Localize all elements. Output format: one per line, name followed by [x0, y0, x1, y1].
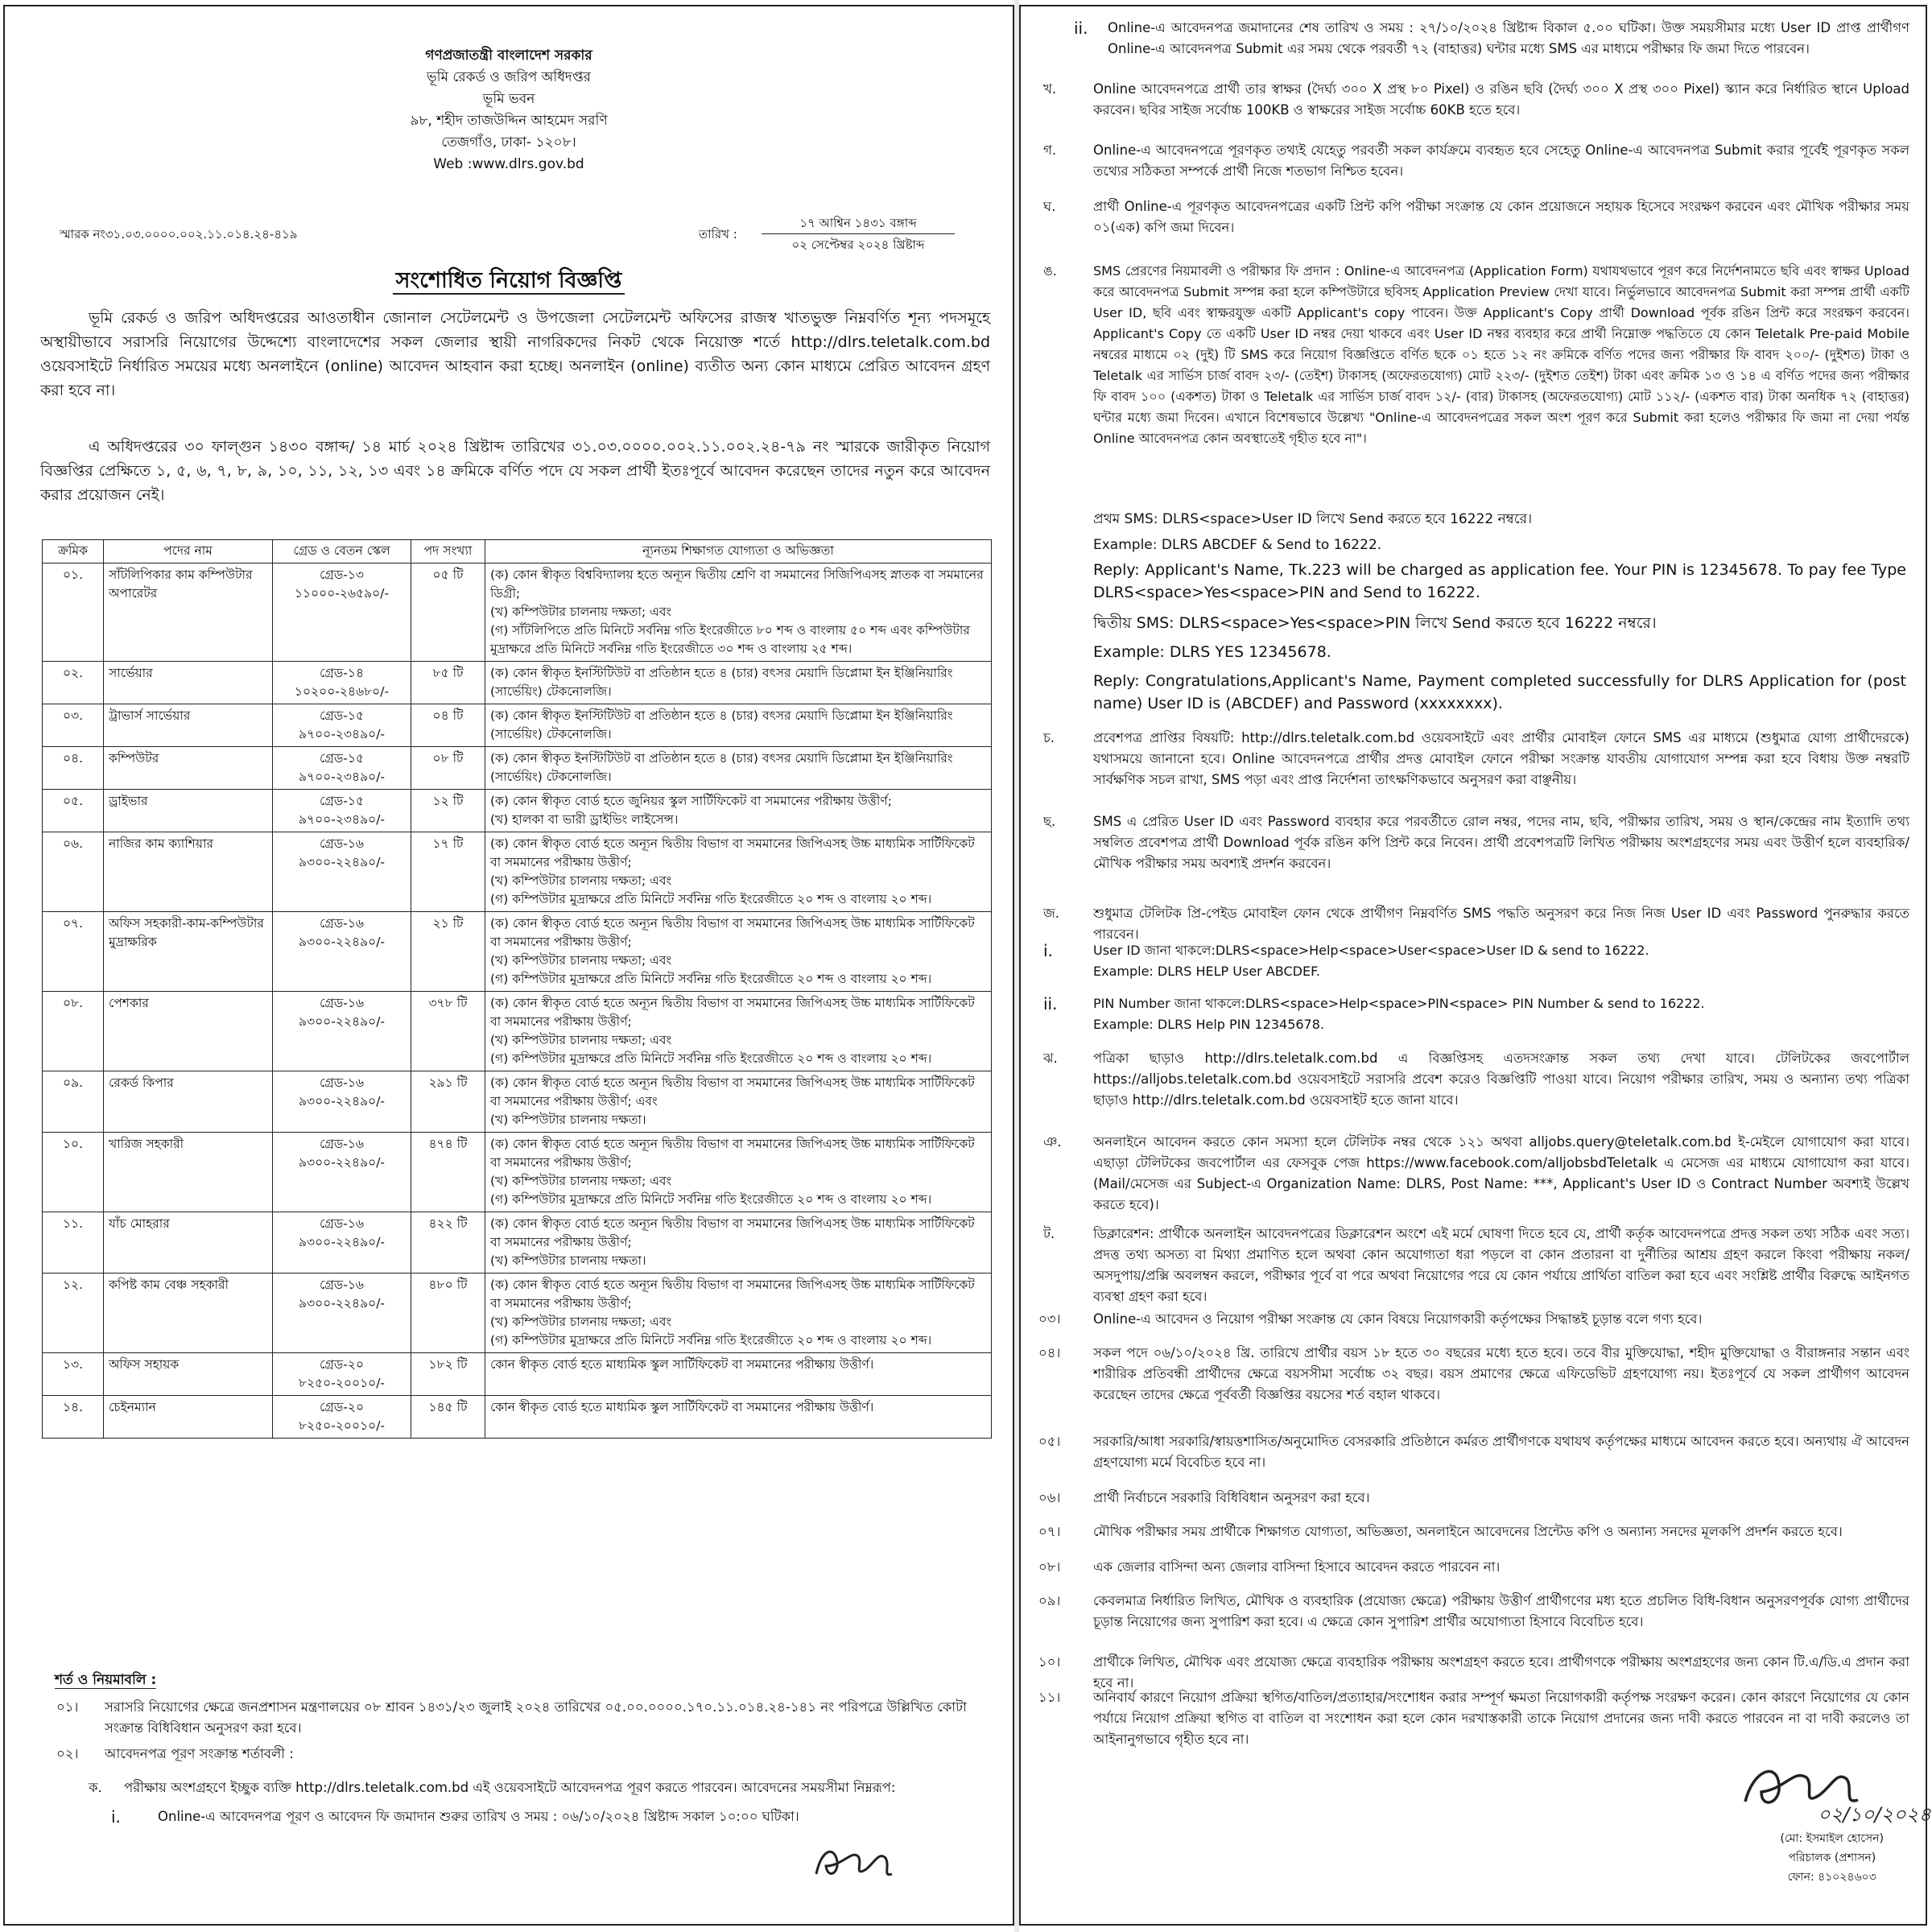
- qualification-line: (খ) কম্পিউটার চালনায় দক্ষতা।: [490, 1113, 646, 1127]
- row-grade-scale: [273, 790, 411, 832]
- qualification-line: (খ) কম্পিউটার চালনায় দক্ষতা; এবং: [490, 1033, 672, 1047]
- rule-03: [1021, 1309, 1929, 1330]
- row-grade: গ্রেড-১৫: [319, 794, 365, 808]
- rule-08: [1021, 1557, 1929, 1578]
- rule-04-number: ০৪।: [1038, 1345, 1061, 1360]
- recover-pin-example: Example: DLRS Help PIN 12345678.: [1093, 1017, 1324, 1032]
- row-grade-scale: [273, 1133, 411, 1212]
- col-header-post: পদের নাম: [104, 540, 273, 564]
- row-post-name: অফিস সহায়ক: [104, 1353, 273, 1396]
- term-01-number: ০১।: [56, 1699, 79, 1715]
- qualification-line: কোন স্বীকৃত বোর্ড হতে মাধ্যমিক স্কুল সার্টিফিকেট বা সমমানের পরীক্ষায় উত্তীর্ণ।: [490, 1357, 874, 1372]
- rule-gha-text: প্রার্থী Online-এ পূরণকৃত আবেদনপত্রের একটি প্রিন্ট কপি পরীক্ষা সংক্রান্ত যে কোন প্রয়োজনে সহায়ক হিসেবে সংরক্ষণ করবেন এবং মৌখিক পরীক্ষার সময় ০১(এক) কপি জমা দিবেন।: [1093, 199, 1909, 235]
- row-qualification: [485, 1396, 992, 1439]
- qualification-line: (ক) কোন স্বীকৃত বোর্ড হতে অন্যূন দ্বিতীয় বিভাগ বা সমমানের জিপিএসহ উচ্চ মাধ্যমিক সার্টিফিকেট বা সমমানের পরীক্ষায় উত্তীর্ণ;: [490, 1216, 975, 1249]
- row-grade: গ্রেড-১৬: [319, 1137, 365, 1151]
- rule-cha-text: প্রবেশপত্র প্রাপ্তির বিষয়টি: http://dlrs.teletalk.com.bd ওয়েবসাইটে এবং প্রার্থীর মোবাইল ফোনে SMS এর মাধ্যমে (শুধুমাত্র যোগ্য প্রার্থীদেরকে) যথাসময়ে জানানো হবে। Online আবেদনপত্রে প্রার্থীর প্রদত্ত মোবাইল ফোনে পরীক্ষা সংক্রান্ত যাবতীয় যোগাযোগ সম্পন্ন করা হবে বিধায় উক্ত নম্বরটি সার্বক্ষণিক সচল রাখা, SMS পড়া এবং প্রাপ্ত নির্দেশনা তাৎক্ষণিকভাবে অনুসরণ করা বাঞ্ছনীয়।: [1093, 730, 1909, 787]
- letterhead-street: ৯৮, শহীদ তাজউদ্দিন আহমেদ সরণি: [410, 113, 608, 129]
- rule-07-text: মৌখিক পরীক্ষার সময় প্রার্থীকে শিক্ষাগত যোগ্যতা, অভিজ্ঞতা, অনলাইনে আবেদনের প্রিন্টেড কপি ও অন্যান্য সনদের মূলকপি প্রদর্শন করতে হবে।: [1093, 1524, 1843, 1539]
- row-serial: ০২.: [43, 662, 104, 704]
- row-post-name: খারিজ সহকারী: [104, 1133, 273, 1212]
- table-row: [43, 662, 992, 704]
- row-post-name: যাঁচ মোহরার: [104, 1212, 273, 1274]
- rule-04-text: সকল পদে ০৬/১০/২০২৪ খ্রি. তারিখে প্রার্থীর বয়স ১৮ হতে ৩০ বছরের মধ্যে হতে হবে। তবে বীর মুক্তিযোদ্ধা, শহীদ মুক্তিযোদ্ধা ও বীরাঙ্গনার সন্তান এবং শারীরিক প্রতিবন্ধী প্রার্থীদের ক্ষেত্রে বয়সসীমা সর্বোচ্চ ৩২ বছর। বয়স প্রমাণের ক্ষেত্রে এফিডেভিট গ্রহণযোগ্য নয়। ইতঃপূর্বে যে সকল প্রার্থীগণ আবেদন করেছেন তাদের ক্ষেত্রে পূর্ববর্তী বিজ্ঞপ্তির বয়সের শর্ত বহাল থাকবে।: [1093, 1345, 1909, 1402]
- letterhead: [5, 45, 1013, 175]
- letterhead-department: ভূমি রেকর্ড ও জরিপ অধিদপ্তর: [426, 69, 592, 85]
- rule-kha: [1021, 79, 1929, 121]
- row-post-count: ২৯১ টি: [411, 1071, 485, 1133]
- rule-ii-number: ii.: [1074, 19, 1088, 38]
- rule-cha: [1021, 728, 1929, 791]
- row-grade: গ্রেড-১৬: [319, 916, 365, 931]
- qualification-line: (খ) কম্পিউটার চালনায় দক্ষতা; এবং: [490, 1315, 672, 1329]
- rule-jha: [1021, 1048, 1929, 1111]
- rule-ta: [1021, 1224, 1929, 1307]
- row-grade: গ্রেড-১৬: [319, 996, 365, 1010]
- date-label: তারিখ :: [699, 227, 737, 242]
- rule-ja-text: শুধুমাত্র টেলিটক প্রি-পেইড মোবাইল ফোন থেকে প্রার্থীগণ নিম্নবর্ণিত SMS পদ্ধতি অনুসরণ করে নিজ নিজ User ID এবং Password পুনরুদ্ধার করতে পারবেন।: [1093, 906, 1909, 942]
- rule-ja-number: জ.: [1043, 906, 1060, 921]
- intro-paragraph-1: ভূমি রেকর্ড ও জরিপ অধিদপ্তরের আওতাধীন জোনাল সেটেলমেন্ট ও উপজেলা সেটেলমেন্ট অফিসের রাজস্ব খাতভুক্ত নিম্নবর্ণিত শূন্য পদসমূহে অস্থায়ীভাবে সরাসরি নিয়োগের উদ্দেশ্যে বাংলাদেশের সকল জেলার স্থায়ী নাগরিকদের নিকট থেকে নিয়োক্ত শর্তে http://dlrs.teletalk.com.bd ওয়েবসাইটে নির্ধারিত সময়ের মধ্যে অনলাইনে (online) আবেদন আহবান করা হচ্ছে। অনলাইন (online) ব্যতীত অন্য কোন মাধ্যমে প্রেরিত আবেদন গ্রহণ করা হবে না।: [40, 309, 990, 399]
- rule-chha-text: SMS এ প্রেরিত User ID এবং Password ব্যবহার করে পরবর্তীতে রোল নম্বর, পদের নাম, ছবি, পরীক্ষার তারিখ, সময় ও স্থান/কেন্দ্রের নাম ইত্যাদি তথ্য সম্বলিত প্রবেশপত্র প্রার্থী Download পূর্বক রঙিন কপি প্রিন্ট করে নিবেন। প্রার্থী প্রবেশপত্রটি লিখিত পরীক্ষায় অংশগ্রহণের সময় এবং উত্তীর্ণ হলে ব্যবহারিক/মৌখিক পরীক্ষার সময় অবশ্যই প্রদর্শন করবেন।: [1093, 814, 1909, 871]
- row-grade: গ্রেড-২০: [319, 1357, 365, 1372]
- rule-kha-number: খ.: [1043, 81, 1057, 97]
- row-post-name: সার্ভেয়ার: [104, 662, 273, 704]
- notice-page-1: [3, 5, 1014, 1926]
- row-post-count: ৩৭৮ টি: [411, 992, 485, 1071]
- term-i-number: i.: [111, 1807, 121, 1827]
- table-body: [43, 564, 992, 1439]
- table-row: [43, 1396, 992, 1439]
- date-block: [762, 213, 955, 255]
- rule-ii: [1021, 18, 1929, 60]
- row-grade-scale: [273, 1274, 411, 1353]
- rule-11-number: ১১।: [1038, 1690, 1061, 1705]
- date-bangla: ১৭ আশ্বিন ১৪৩১ বঙ্গাব্দ: [762, 213, 955, 234]
- qualification-line: (ক) কোন স্বীকৃত বোর্ড হতে অন্যূন দ্বিতীয় বিভাগ বা সমমানের জিপিএসহ উচ্চ মাধ্যমিক সার্টিফিকেট বা সমমানের পরীক্ষায় উত্তীর্ণ;: [490, 1137, 975, 1170]
- sms-first: প্রথম SMS: DLRS<space>User ID লিখে Send করতে হবে 16222 নম্বরে।: [1093, 511, 1533, 527]
- row-pay-scale: ৯৩০০-২২৪৯০/-: [298, 855, 386, 869]
- officer-phone: ফোন: ৪১০২৪৬০৩: [1787, 1871, 1876, 1884]
- qualification-line: (ক) কোন স্বীকৃত বিশ্ববিদ্যালয় হতে অন্যূন দ্বিতীয় শ্রেণি বা সমমানের সিজিপিএসহ স্নাতক বা সমমানের ডিগ্রী;: [490, 568, 984, 601]
- signature-mark: [810, 1834, 898, 1890]
- row-post-name: কম্পিউটর: [104, 747, 273, 790]
- rule-ja: [1021, 903, 1929, 945]
- table-row: [43, 1212, 992, 1274]
- rule-06: [1021, 1488, 1929, 1509]
- qualification-line: (খ) হালকা বা ভারী ড্রাইভিং লাইসেন্স।: [490, 812, 679, 827]
- row-post-name: চেইনম্যান: [104, 1396, 273, 1439]
- row-serial: ০৮.: [43, 992, 104, 1071]
- row-qualification: [485, 1274, 992, 1353]
- letterhead-city: তেজগাঁও, ঢাকা- ১২০৮।: [441, 134, 576, 151]
- row-grade-scale: [273, 1396, 411, 1439]
- col-header-grade: গ্রেড ও বেতন স্কেল: [273, 540, 411, 564]
- col-header-serial: ক্রমিক: [43, 540, 104, 564]
- qualification-line: (গ) সাঁটলিপিতে প্রতি মিনিটে সর্বনিম্ন গতি ইংরেজীতে ৮০ শব্দ ও বাংলায় ৫০ শব্দ এবং কম্পিউটার মুদ্রাক্ষরে প্রতি মিনিটে সর্বনিম্ন গতি ইংরেজীতে ৩০ শব্দ ও বাংলায় ২৫ শব্দ।: [490, 623, 970, 656]
- row-post-name: সাঁটলিপিকার কাম কম্পিউটার অপারেটর: [104, 564, 273, 662]
- rule-06-text: প্রার্থী নির্বাচনে সরকারি বিধিবিধান অনুসরণ করা হবে।: [1093, 1490, 1370, 1505]
- row-post-name: ট্রাভার্স সার্ভেয়ার: [104, 704, 273, 747]
- intro-paragraph-2: এ অধিদপ্তরের ৩০ ফাল্গুন ১৪৩০ বঙ্গাব্দ/ ১৪ মার্চ ২০২৪ খ্রিষ্টাব্দ তারিখের ৩১.০৩.০০০০.০০২.১১.০০২.২৪-৭৯ নং স্মারকে জারীকৃত নিয়োগ বিজ্ঞপ্তির প্রেক্ষিতে ১, ৫, ৬, ৭, ৮, ৯, ১০, ১১, ১২, ১৩ এবং ১৪ ক্রমিকে বর্ণিত পদে যে সকল প্রার্থী ইতঃপূর্বে আবেদন করেছেন তাদের নতুন করে আবেদন করার প্রয়োজন নেই।: [40, 438, 990, 504]
- notice-page-2: [1019, 5, 1931, 1926]
- row-serial: ১৩.: [43, 1353, 104, 1396]
- row-post-name: ড্রাইভার: [104, 790, 273, 832]
- letterhead-building: ভূমি ভবন: [482, 91, 535, 107]
- rule-ga-number: গ.: [1043, 142, 1057, 158]
- row-pay-scale: ৮২৫০-২০০১০/-: [298, 1418, 386, 1433]
- rule-03-text: Online-এ আবেদন ও নিয়োগ পরীক্ষা সংক্রান্ত যে কোন বিষয়ে নিয়োগকারী কর্তৃপক্ষের সিদ্ধান্তই চূড়ান্ত বলে গণ্য হবে।: [1093, 1311, 1703, 1327]
- rule-08-number: ০৮।: [1038, 1559, 1061, 1575]
- row-pay-scale: ৯৭০০-২৩৪৯০/-: [298, 812, 386, 827]
- row-pay-scale: ১০২০০-২৪৬৮০/-: [294, 684, 390, 699]
- row-serial: ০১.: [43, 564, 104, 662]
- recover-pin-number: ii.: [1043, 994, 1058, 1013]
- table-row: [43, 790, 992, 832]
- row-pay-scale: ৮২৫০-২০০১০/-: [298, 1376, 386, 1390]
- row-grade-scale: [273, 832, 411, 912]
- row-post-name: কপিষ্ট কাম বেঞ্চ সহকারী: [104, 1274, 273, 1353]
- row-grade: গ্রেড-১৬: [319, 836, 365, 851]
- row-grade-scale: [273, 564, 411, 662]
- term-ka: [37, 1777, 992, 1798]
- row-post-name: রেকর্ড কিপার: [104, 1071, 273, 1133]
- term-ka-text: পরীক্ষায় অংশগ্রহণে ইচ্ছুক ব্যক্তি http://dlrs.teletalk.com.bd এই ওয়েবসাইটে আবেদনপত্র পূরণ করতে পারবেন। আবেদনের সময়সীমা নিম্নরূপ:: [124, 1780, 896, 1795]
- table-row: [43, 1071, 992, 1133]
- rule-uma: [1021, 261, 1929, 449]
- officer-block: [1781, 1829, 1884, 1887]
- table-row: [43, 1274, 992, 1353]
- rule-uma-number: ঙ.: [1043, 263, 1057, 279]
- qualification-line: (ক) কোন স্বীকৃত বোর্ড হতে অন্যূন দ্বিতীয় বিভাগ বা সমমানের জিপিএসহ উচ্চ মাধ্যমিক সার্টিফিকেট বা সমমানের পরীক্ষায় উত্তীর্ণ; এবং: [490, 1075, 975, 1108]
- rule-11-text: অনিবার্য কারণে নিয়োগ প্রক্রিয়া স্থগিত/বাতিল/প্রত্যাহার/সংশোধন করার সম্পূর্ণ ক্ষমতা নিয়োগকারী কর্তৃপক্ষ সংরক্ষণ করেন। কোন কারণে নিয়োগের যে কোন পর্যায়ে নিয়োগ প্রক্রিয়া স্থগিত বা বাতিল বা সংশোধন করা হলে কোন দরখাস্তকারী তাকে নিয়োগ প্রদানের জন্য দাবী করতে পারবেন না বা দাবী করলেও তা আইনানুগভাবে গৃহীত হবে না।: [1093, 1690, 1909, 1747]
- row-qualification: [485, 704, 992, 747]
- rule-08-text: এক জেলার বাসিন্দা অন্য জেলার বাসিন্দা হিসাবে আবেদন করতে পারবেন না।: [1093, 1559, 1501, 1575]
- row-pay-scale: ৯৩০০-২২৪৯০/-: [298, 1155, 386, 1170]
- row-grade: গ্রেড-২০: [319, 1400, 365, 1414]
- letterhead-web: Web :www.dlrs.gov.bd: [433, 156, 584, 172]
- table-header-row: [43, 540, 992, 564]
- rule-nya: [1021, 1132, 1929, 1216]
- row-serial: ০৫.: [43, 790, 104, 832]
- qualification-line: (ক) কোন স্বীকৃত বোর্ড হতে অন্যূন দ্বিতীয় বিভাগ বা সমমানের জিপিএসহ উচ্চ মাধ্যমিক সার্টিফিকেট বা সমমানের পরীক্ষায় উত্তীর্ণ;: [490, 1278, 975, 1311]
- row-qualification: [485, 912, 992, 992]
- row-grade-scale: [273, 912, 411, 992]
- qualification-line: (গ) কম্পিউটার মুদ্রাক্ষরে প্রতি মিনিটে সর্বনিম্ন গতি ইংরেজীতে ২০ শব্দ ও বাংলায় ২০ শব্দ।: [490, 1051, 932, 1066]
- recover-user-id-number: i.: [1043, 941, 1053, 960]
- qualification-line: (ক) কোন স্বীকৃত বোর্ড হতে অন্যূন দ্বিতীয় বিভাগ বা সমমানের জিপিএসহ উচ্চ মাধ্যমিক সার্টিফিকেট বা সমমানের পরীক্ষায় উত্তীর্ণ;: [490, 916, 975, 949]
- rule-jha-number: ঝ.: [1043, 1051, 1058, 1066]
- row-post-name: নাজির কাম ক্যাশিয়ার: [104, 832, 273, 912]
- signature-handwritten-date: ০২/১০/২০২৪: [1818, 1803, 1931, 1826]
- row-post-count: ১৭ টি: [411, 832, 485, 912]
- rule-05-number: ০৫।: [1038, 1434, 1061, 1449]
- row-pay-scale: ৯৩০০-২২৪৯০/-: [298, 1296, 386, 1311]
- row-serial: ১৪.: [43, 1396, 104, 1439]
- row-serial: ০৯.: [43, 1071, 104, 1133]
- rule-uma-text: SMS প্রেরণের নিয়মাবলী ও পরীক্ষার ফি প্রদান : Online-এ আবেদনপত্র (Application Form) যথাযথভাবে পূরণ করে নির্দেশনামতে ছবি এবং স্বাক্ষর Upload করে আবেদনপত্র Submit সম্পন্ন করা হলে কম্পিউটারে ছবিসহ Application Preview দেখা যাবে। নির্ভুলভাবে আবেদনপত্র Submit করা সম্পন্ন প্রার্থী একটি User ID, ছবি এবং স্বাক্ষরযুক্ত একটি Applicant's copy পাবেন। উক্ত Applicant's Copy প্রার্থী Download পূর্বক রঙিন প্রিন্ট করে সংরক্ষণ করবেন। Applicant's Copy তে একটি User ID নম্বর দেয়া থাকবে এবং User ID নম্বর ব্যবহার করে প্রার্থী নিম্নোক্ত পদ্ধতিতে যে কোন Teletalk Pre-paid Mobile নম্বরের মাধ্যমে ০২ (দুই) টি SMS করে নিয়োগ বিজ্ঞপ্তিতে বর্ণিত ছকে ০১ হতে ১২ নং ক্রমিকে বর্ণিত পদের জন্য পরীক্ষার ফি বাবদ ২০০/- (দুইশত) টাকা ও Teletalk এর সার্ভিস চার্জ বাবদ ২৩/- (তেইশ) টাকাসহ (অফেরতযোগ্য) মোট ২২৩/- (দুইশত তেইশ) টাকা এবং ক্রমিক ১৩ ও ১৪ এ বর্ণিত পদের জন্য পরীক্ষার ফি বাবদ ১০০ (একশত) টাকা ও Teletalk এর সার্ভিস চার্জ বাবদ ১২/- (বার) টাকাসহ (অফেরতযোগ্য) মোট ১১২/- (একশত বার) টাকা অনধিক ৭২ (বাহাত্তর) ঘন্টার মধ্যে জমা দিবেন। এখানে বিশেষভাবে উল্লেখ্য "Online-এ আবেদনপত্রের সকল অংশ পূরণ করে Submit করা হলেও পরীক্ষার ফি জমা না দেয়া পর্যন্ত Online আবেদনপত্র কোন অবস্থাতেই গৃহীত হবে না"।: [1093, 263, 1909, 446]
- row-serial: ০৭.: [43, 912, 104, 992]
- qualification-line: (খ) কম্পিউটার চালনায় দক্ষতা; এবং: [490, 1174, 672, 1188]
- rule-05-text: সরকারি/আধা সরকারি/স্বায়ত্তশাসিত/অনুমোদিত বেসরকারি প্রতিষ্ঠানে কর্মরত প্রার্থীগণকে যথাযথ কর্তৃপক্ষের মাধ্যমে আবেদন করতে হবে। অন্যথায় ঐ আবেদন গ্রহণযোগ্য মর্মে বিবেচিত হবে না।: [1093, 1434, 1909, 1470]
- sms-first-example: Example: DLRS ABCDEF & Send to 16222.: [1093, 537, 1382, 553]
- row-serial: ১১.: [43, 1212, 104, 1274]
- qualification-line: (গ) কম্পিউটার মুদ্রাক্ষরে প্রতি মিনিটে সর্বনিম্ন গতি ইংরেজীতে ২০ শব্দ ও বাংলায় ২০ শব্দ।: [490, 892, 932, 906]
- row-qualification: [485, 1071, 992, 1133]
- row-post-count: ০৫ টি: [411, 564, 485, 662]
- table-row: [43, 704, 992, 747]
- rule-06-number: ০৬।: [1038, 1490, 1061, 1505]
- term-i-text: Online-এ আবেদনপত্র পূরণ ও আবেদন ফি জমাদান শুরুর তারিখ ও সময় : ০৬/১০/২০২৪ খ্রিষ্টাব্দ সকাল ১০:০০ ঘটিকা।: [158, 1809, 799, 1824]
- recover-user-id-text: User ID জানা থাকলে:DLRS<space>Help<space>User<space>User ID & send to 16222.: [1093, 943, 1649, 958]
- rule-cha-number: চ.: [1043, 730, 1055, 745]
- table-row: [43, 747, 992, 790]
- officer-name: (মো: ইসমাইল হোসেন): [1780, 1832, 1884, 1845]
- rule-05: [1021, 1431, 1929, 1473]
- rule-10-text: প্রার্থীকে লিখিত, মৌখিক এবং প্রযোজ্য ক্ষেত্রে ব্যবহারিক পরীক্ষায় অংশগ্রহণ করতে হবে। প্রার্থীগণকে পরীক্ষায় অংশগ্রহণের জন্য কোন টি.এ/ডি.এ প্রদান করা হবে না।: [1093, 1654, 1909, 1690]
- row-serial: ০৩.: [43, 704, 104, 747]
- sms-second-example: Example: DLRS YES 12345678.: [1093, 643, 1331, 661]
- row-serial: ১০.: [43, 1133, 104, 1212]
- row-grade: গ্রেড-১৬: [319, 1075, 365, 1090]
- memo-number: স্মারক নং৩১.০৩.০০০০.০০২.১১.০১৪.২৪-৪১৯: [60, 227, 298, 242]
- row-post-count: ১৮২ টি: [411, 1353, 485, 1396]
- row-grade-scale: [273, 1353, 411, 1396]
- row-post-count: ০৪ টি: [411, 704, 485, 747]
- rule-jha-text: পত্রিকা ছাড়াও http://dlrs.teletalk.com.bd এ বিজ্ঞপ্তিসহ এতদসংক্রান্ত সকল তথ্য দেখা যাবে। টেলিটকের জবপোর্টাল https://alljobs.teletalk.com.bd ওয়েবসাইটে সরাসরি প্রবেশ করেও বিজ্ঞপ্তিটি পাওয়া যাবে। নিয়োগ পরীক্ষার তারিখ, সময় ও অন্যান্য তথ্য পত্রিকা ছাড়াও http://dlrs.teletalk.com.bd ওয়েবসাইট হতে জানা যাবে।: [1093, 1051, 1909, 1108]
- row-pay-scale: ৯৩০০-২২৪৯০/-: [298, 1014, 386, 1029]
- rule-chha-number: ছ.: [1043, 814, 1056, 829]
- rule-09-number: ০৯।: [1038, 1593, 1061, 1608]
- qualification-line: কোন স্বীকৃত বোর্ড হতে মাধ্যমিক স্কুল সার্টিফিকেট বা সমমানের পরীক্ষায় উত্তীর্ণ।: [490, 1400, 874, 1414]
- row-grade-scale: [273, 704, 411, 747]
- row-grade-scale: [273, 662, 411, 704]
- rule-ga: [1021, 140, 1929, 182]
- row-post-name: অফিস সহকারী-কাম-কম্পিউটার মুদ্রাক্ষরিক: [104, 912, 273, 992]
- row-post-count: ৪৭৪ টি: [411, 1133, 485, 1212]
- qualification-line: (ক) কোন স্বীকৃত ইনস্টিটিউট বা প্রতিষ্ঠান হতে ৪ (চার) বৎসর মেয়াদি ডিপ্লোমা ইন ইঞ্জিনিয়ারিং (সার্ভেয়িং) টেকনোলজি।: [490, 751, 953, 784]
- table-row: [43, 912, 992, 992]
- row-qualification: [485, 790, 992, 832]
- row-grade: গ্রেড-১৫: [319, 751, 365, 766]
- qualification-line: (খ) কম্পিউটার চালনায় দক্ষতা; এবং: [490, 605, 672, 619]
- qualification-line: (খ) কম্পিউটার চালনায় দক্ষতা; এবং: [490, 873, 672, 888]
- rule-gha: [1021, 196, 1929, 238]
- table-row: [43, 1353, 992, 1396]
- qualification-line: (গ) কম্পিউটার মুদ্রাক্ষরে প্রতি মিনিটে সর্বনিম্ন গতি ইংরেজীতে ২০ শব্দ ও বাংলায় ২০ শব্দ।: [490, 1192, 932, 1207]
- qualification-line: (খ) কম্পিউটার চালনায় দক্ষতা; এবং: [490, 953, 672, 968]
- rule-nya-text: অনলাইনে আবেদন করতে কোন সমস্যা হলে টেলিটক নম্বর থেকে ১২১ অথবা alljobs.query@teletalk.com.bd ই-মেইলে যোগাযোগ করা যাবে। এছাড়া টেলিটকের জবপোর্টাল এর ফেসবুক পেজ https://www.facebook.com/alljobsbdTeletalk এ মেসেজ এর মাধ্যমে যোগাযোগ করা যাবে। (Mail/মেসেজ এর Subject-এ Organization Name: DLRS, Post Name: ***, Applicant's User ID ও Contract Number অবশ্যই উল্লেখ করতে হবে)।: [1093, 1134, 1909, 1212]
- row-post-count: ৪৮০ টি: [411, 1274, 485, 1353]
- row-grade: গ্রেড-১৪: [319, 666, 365, 680]
- recover-pin: [1021, 993, 1929, 1035]
- row-serial: ০৪.: [43, 747, 104, 790]
- row-qualification: [485, 662, 992, 704]
- row-qualification: [485, 1353, 992, 1396]
- row-pay-scale: ৯৩০০-২২৪৯০/-: [298, 1235, 386, 1249]
- recover-user-id-example: Example: DLRS HELP User ABCDEF.: [1093, 964, 1320, 979]
- qualification-line: (খ) কম্পিউটার চালনায় দক্ষতা।: [490, 1253, 646, 1268]
- rule-07: [1021, 1521, 1929, 1542]
- row-pay-scale: ৯৩০০-২২৪৯০/-: [298, 935, 386, 949]
- row-qualification: [485, 747, 992, 790]
- rule-07-number: ০৭।: [1038, 1524, 1061, 1539]
- rule-03-number: ০৩।: [1038, 1311, 1061, 1327]
- row-grade-scale: [273, 747, 411, 790]
- row-grade: গ্রেড-১৬: [319, 1278, 365, 1292]
- term-01-text: সরাসরি নিয়োগের ক্ষেত্রে জনপ্রশাসন মন্ত্রণালয়ের ০৮ শ্রাবন ১৪৩১/২৩ জুলাই ২০২৪ তারিখের ০৫.০০.০০০০.১৭০.১১.০১৪.২৪-১৪১ নং পরিপত্রে উল্লিখিত কোটা সংক্রান্ত বিধিবিধান অনুসরণ করা হবে।: [105, 1699, 967, 1736]
- row-serial: ১২.: [43, 1274, 104, 1353]
- posts-table: [42, 539, 992, 1439]
- rule-04: [1021, 1343, 1929, 1406]
- row-pay-scale: ১১০০০-২৬৫৯০/-: [294, 586, 390, 601]
- term-02-text: আবেদনপত্র পূরণ সংক্রান্ত শর্তাবলী :: [105, 1746, 294, 1761]
- recover-user-id: [1021, 940, 1929, 982]
- row-post-count: ১৪৫ টি: [411, 1396, 485, 1439]
- row-pay-scale: ৯৭০০-২৩৪৯০/-: [298, 770, 386, 784]
- rule-ga-text: Online-এ আবেদনপত্রে পূরণকৃত তথ্যই যেহেতু পরবর্তী সকল কার্যক্রমে ব্যবহৃত হবে সেহেতু Online-এ আবেদনপত্র Submit করার পূর্বেই পূরণকৃত সকল তথ্যের সঠিকতা সম্পর্কে প্রার্থী নিজে শতভাগ নিশ্চিত হবেন।: [1093, 142, 1909, 179]
- table-row: [43, 564, 992, 662]
- row-grade-scale: [273, 1071, 411, 1133]
- qualification-line: (ক) কোন স্বীকৃত ইনস্টিটিউট বা প্রতিষ্ঠান হতে ৪ (চার) বৎসর মেয়াদি ডিপ্লোমা ইন ইঞ্জিনিয়ারিং (সার্ভেয়িং) টেকনোলজি।: [490, 708, 953, 741]
- row-qualification: [485, 1133, 992, 1212]
- row-grade-scale: [273, 1212, 411, 1274]
- rule-10-number: ১০।: [1038, 1654, 1061, 1670]
- qualification-line: (ক) কোন স্বীকৃত ইনস্টিটিউট বা প্রতিষ্ঠান হতে ৪ (চার) বৎসর মেয়াদি ডিপ্লোমা ইন ইঞ্জিনিয়ারিং (সার্ভেয়িং) টেকনোলজি।: [490, 666, 953, 699]
- sms-first-reply: Reply: Applicant's Name, Tk.223 will be charged as application fee. Your PIN is 12345678. To pay fee Type DLRS<space>Yes<space>PIN and Send to 16222.: [1093, 561, 1906, 601]
- row-post-count: ৪২২ টি: [411, 1212, 485, 1274]
- qualification-line: (গ) কম্পিউটার মুদ্রাক্ষরে প্রতি মিনিটে সর্বনিম্ন গতি ইংরেজীতে ২০ শব্দ ও বাংলায় ২০ শব্দ।: [490, 972, 932, 986]
- col-header-count: পদ সংখ্যা: [411, 540, 485, 564]
- table-row: [43, 992, 992, 1071]
- table-row: [43, 832, 992, 912]
- row-qualification: [485, 564, 992, 662]
- rule-ta-number: ট.: [1043, 1226, 1055, 1241]
- sms-second-reply: Reply: Congratulations,Applicant's Name, Payment completed successfully for DLRS Application for (post name) User ID is (ABCDEF) and Password (xxxxxxxx).: [1093, 672, 1906, 712]
- row-post-count: ২১ টি: [411, 912, 485, 992]
- row-qualification: [485, 992, 992, 1071]
- date-english: ০২ সেপ্টেম্বর ২০২৪ খ্রিষ্টাব্দ: [791, 237, 925, 252]
- rule-09: [1021, 1591, 1929, 1633]
- table-row: [43, 1133, 992, 1212]
- sms-second: দ্বিতীয় SMS: DLRS<space>Yes<space>PIN লিখে Send করতে হবে 16222 নম্বরে।: [1093, 614, 1657, 632]
- letterhead-govt: গণপ্রজাতন্ত্রী বাংলাদেশ সরকার: [425, 47, 592, 64]
- row-post-name: পেশকার: [104, 992, 273, 1071]
- row-grade-scale: [273, 992, 411, 1071]
- row-pay-scale: ৯৭০০-২৩৪৯০/-: [298, 727, 386, 741]
- row-serial: ০৬.: [43, 832, 104, 912]
- term-02: [37, 1744, 992, 1765]
- rule-chha: [1021, 811, 1929, 874]
- recover-pin-text: PIN Number জানা থাকলে:DLRS<space>Help<space>PIN<space> PIN Number & send to 16222.: [1093, 996, 1705, 1011]
- notice-title: সংশোধিত নিয়োগ বিজ্ঞপ্তি: [5, 264, 1013, 300]
- term-i: [37, 1806, 992, 1827]
- row-grade: গ্রেড-১৩: [319, 568, 365, 582]
- qualification-line: (ক) কোন স্বীকৃত বোর্ড হতে অন্যূন দ্বিতীয় বিভাগ বা সমমানের জিপিএসহ উচ্চ মাধ্যমিক সার্টিফিকেট বা সমমানের পরীক্ষায় উত্তীর্ণ;: [490, 836, 975, 869]
- row-post-count: ১২ টি: [411, 790, 485, 832]
- row-grade: গ্রেড-১৬: [319, 1216, 365, 1231]
- officer-designation: পরিচালক (প্রশাসন): [1788, 1852, 1876, 1864]
- row-post-count: ৮৫ টি: [411, 662, 485, 704]
- rule-09-text: কেবলমাত্র নির্ধারিত লিখিত, মৌখিক ও ব্যবহারিক (প্রযোজ্য ক্ষেত্রে) পরীক্ষায় উত্তীর্ণ প্রার্থীগণের মধ্য হতে প্রচলিত বিধি-বিধান অনুসরণপূর্বক যোগ্য প্রার্থীদের চূড়ান্ত নিয়োগের জন্য সুপারিশ করা হবে। এ ক্ষেত্রে কোন সুপারিশ প্রার্থীর অযোগ্যতা হিসাবে বিবেচিত হবে।: [1093, 1593, 1909, 1629]
- term-02-number: ০২।: [56, 1746, 79, 1761]
- row-qualification: [485, 1212, 992, 1274]
- rule-11: [1021, 1687, 1929, 1750]
- term-ka-number: ক.: [89, 1780, 102, 1795]
- qualification-line: (ক) কোন স্বীকৃত বোর্ড হতে অন্যূন দ্বিতীয় বিভাগ বা সমমানের জিপিএসহ উচ্চ মাধ্যমিক সার্টিফিকেট বা সমমানের পরীক্ষায় উত্তীর্ণ;: [490, 996, 975, 1029]
- row-qualification: [485, 832, 992, 912]
- terms-heading: শর্ত ও নিয়মাবলি :: [55, 1672, 157, 1688]
- rule-ii-text: Online-এ আবেদনপত্র জমাদানের শেষ তারিখ ও সময় : ২৭/১০/২০২৪ খ্রিষ্টাব্দ বিকাল ৫.০০ ঘটিকা। উক্ত সময়সীমার মধ্যে User ID প্রাপ্ত প্রার্থীগণ Online-এ আবেদনপত্র Submit এর সময় থেকে পরবর্তী ৭২ (বাহাত্তর) ঘন্টার মধ্যে SMS এর মাধ্যমে পরীক্ষার ফি জমা দিতে পারবেন।: [1108, 20, 1909, 56]
- officer-signature: [1737, 1753, 1931, 1826]
- qualification-line: (ক) কোন স্বীকৃত বোর্ড হতে জুনিয়র স্কুল সার্টিফিকেট বা সমমানের পরীক্ষায় উত্তীর্ণ;: [490, 794, 892, 808]
- row-post-count: ০৮ টি: [411, 747, 485, 790]
- col-header-qualification: ন্যূনতম শিক্ষাগত যোগ্যতা ও অভিজ্ঞতা: [485, 540, 992, 564]
- rule-nya-number: ঞ.: [1043, 1134, 1062, 1150]
- rule-kha-text: Online আবেদনপত্রে প্রার্থী তার স্বাক্ষর (দৈর্ঘ্য ৩০০ X প্রস্থ ৮০ Pixel) ও রঙিন ছবি (দৈর্ঘ্য ৩০০ X প্রস্থ ৩০০ Pixel) স্ক্যান করে নির্ধারিত স্থানে Upload করবেন। ছবির সাইজ সর্বোচ্চ 100KB ও স্বাক্ষরের সাইজ সর্বোচ্চ 60KB হতে হবে।: [1093, 81, 1909, 118]
- term-01: [37, 1697, 992, 1739]
- qualification-line: (গ) কম্পিউটার মুদ্রাক্ষরে প্রতি মিনিটে সর্বনিম্ন গতি ইংরেজীতে ২০ শব্দ ও বাংলায় ২০ শব্দ।: [490, 1333, 932, 1348]
- row-grade: গ্রেড-১৫: [319, 708, 365, 723]
- rule-ta-text: ডিক্লারেশন: প্রার্থীকে অনলাইন আবেদনপত্রের ডিক্লারেশন অংশে এই মর্মে ঘোষণা দিতে হবে যে, প্রার্থী কর্তৃক আবেদনপত্রে প্রদত্ত সকল তথ্য সঠিক এবং সত্য। প্রদত্ত তথ্য অসত্য বা মিথ্যা প্রমাণিত হলে অথবা কোন অযোগ্যতা ধরা পড়লে বা কোন প্রতারনা বা দুর্নীতির আশ্রয় গ্রহণ করলে কিংবা পরীক্ষায় নকল/অসদুপায়/প্রক্সি অবলম্বন করলে, পরীক্ষার পূর্বে বা পরে অথবা নিয়োগের পরে যে কোন পর্যায়ে প্রার্থিতা বাতিল করা হবে এবং সংশ্লিষ্ট প্রার্থীর বিরুদ্ধে আইনগত ব্যবস্থা গ্রহণ করা হবে।: [1093, 1226, 1909, 1304]
- row-pay-scale: ৯৩০০-২২৪৯০/-: [298, 1094, 386, 1108]
- rule-gha-number: ঘ.: [1043, 199, 1056, 214]
